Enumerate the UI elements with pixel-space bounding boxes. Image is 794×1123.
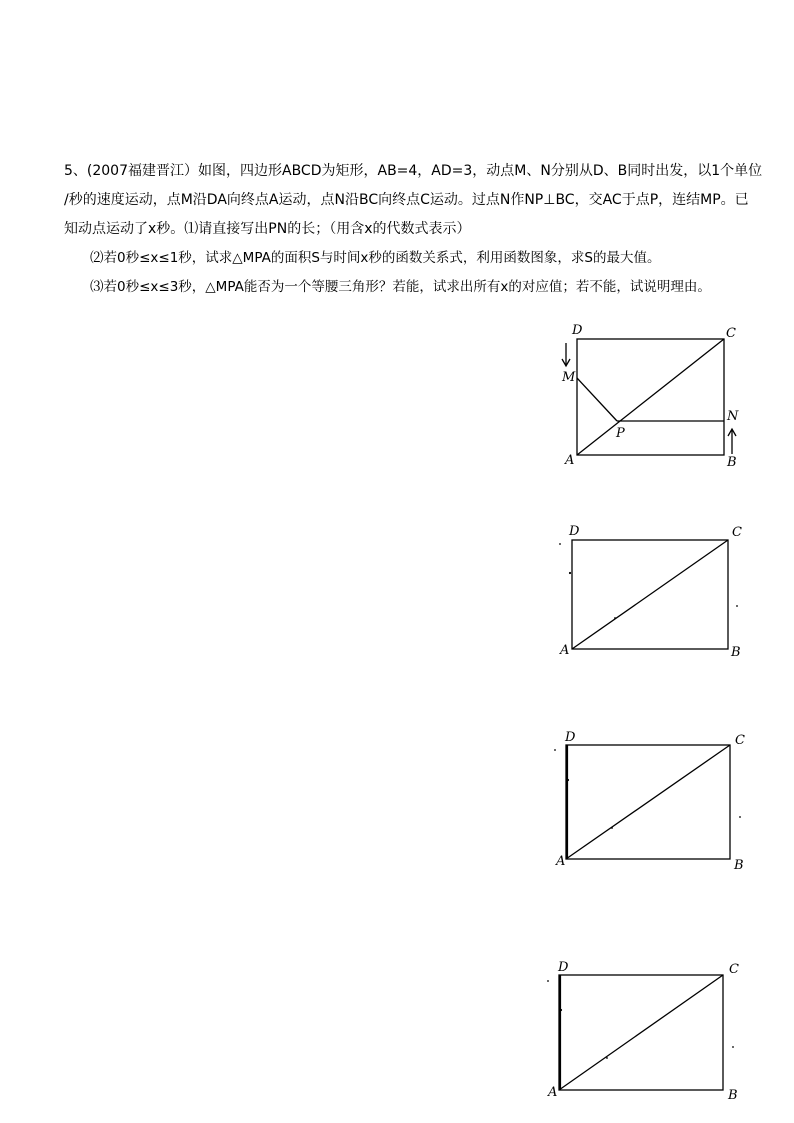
diagonal-ac bbox=[566, 745, 730, 859]
problem-part-3: ⑶若0秒≤x≤3秒，△MPA能否为一个等腰三角形？若能，试求出所有x的对应值；若不能，试说明理由。 bbox=[90, 279, 711, 295]
label-b: B bbox=[734, 858, 744, 873]
figure-copy-1 bbox=[550, 520, 760, 665]
mark-dot bbox=[739, 816, 741, 818]
label-c: C bbox=[735, 733, 745, 748]
label-d: D bbox=[569, 524, 580, 539]
label-a: A bbox=[556, 854, 566, 869]
label-d: D bbox=[565, 730, 576, 745]
label-c: C bbox=[729, 962, 739, 977]
label-b: B bbox=[728, 1088, 738, 1103]
figure-copy-2 bbox=[550, 728, 760, 876]
problem-line-3: 知动点运动了x秒。⑴请直接写出PN的长；（用含x的代数式表示） bbox=[64, 221, 471, 237]
label-b: B bbox=[727, 455, 737, 470]
mark-dot bbox=[547, 980, 549, 982]
mark-dot bbox=[732, 1046, 734, 1048]
label-a: A bbox=[548, 1085, 558, 1100]
problem-text bbox=[64, 157, 763, 302]
label-c: C bbox=[732, 525, 742, 540]
mark-dot bbox=[614, 617, 616, 619]
mark-dot bbox=[559, 543, 561, 545]
problem-line-1: 5、(2007福建晋江）如图，四边形ABCD为矩形，AB=4，AD=3，动点M、N分别从D、B同时出发，以1个单位 bbox=[64, 163, 763, 179]
label-m: M bbox=[562, 370, 576, 385]
label-p: P bbox=[616, 426, 625, 441]
mark-dot bbox=[569, 572, 571, 574]
label-d: D bbox=[572, 323, 583, 338]
mark-dot bbox=[611, 827, 613, 829]
figure-main bbox=[550, 320, 750, 480]
mark-dot bbox=[554, 749, 556, 751]
mark-dot bbox=[567, 779, 569, 781]
label-b: B bbox=[731, 645, 741, 660]
mark-dot bbox=[606, 1057, 608, 1059]
label-a: A bbox=[565, 453, 575, 468]
diagonal-ac bbox=[572, 540, 728, 649]
problem-part-2: ⑵若0秒≤x≤1秒，试求△MPA的面积S与时间x秒的函数关系式，利用函数图象，求S的最大值。 bbox=[90, 250, 661, 266]
mark-dot bbox=[560, 1009, 562, 1011]
mark-dot bbox=[736, 605, 738, 607]
diagonal-ac bbox=[577, 339, 724, 455]
label-d: D bbox=[558, 960, 569, 975]
label-n: N bbox=[727, 409, 739, 424]
label-c: C bbox=[726, 326, 736, 341]
label-a: A bbox=[560, 643, 570, 658]
segment-mp bbox=[577, 378, 617, 421]
diagonal-ac bbox=[559, 975, 723, 1090]
figure-copy-3 bbox=[540, 958, 750, 1103]
problem-line-2: /秒的速度运动，点M沿DA向终点A运动，点N沿BC向终点C运动。过点N作NP⊥BC，交AC于点P，连结MP。已 bbox=[64, 192, 749, 208]
